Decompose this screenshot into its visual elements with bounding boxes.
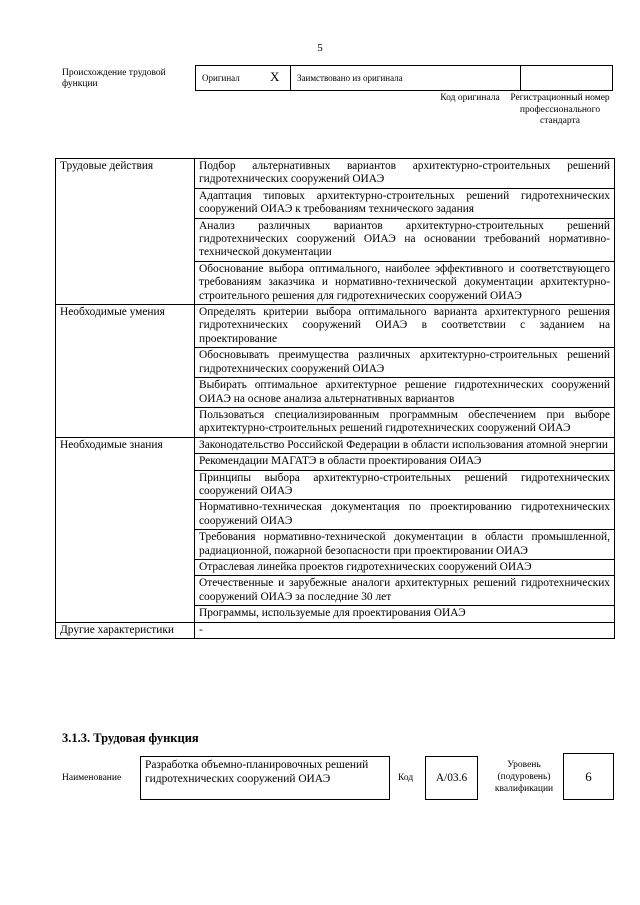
other-header: Другие характеристики — [56, 622, 195, 638]
original-code-label: Код оригинала — [440, 93, 500, 103]
origin-borrowed-text: Заимствовано из оригинала — [297, 73, 403, 83]
knowledge-item: Принципы выбора архитектурно-строительных решений гидротехнических сооружений ОИАЭ — [195, 470, 615, 500]
knowledge-item: Отечественные и зарубежные аналоги архитектурных решений гидротехнических сооружений ОИАЭ за последние 30 лет — [195, 576, 615, 606]
knowledge-item: Отраслевая линейка проектов гидротехнических сооружений ОИАЭ — [195, 559, 615, 575]
function-code-label: Код — [398, 773, 414, 783]
qualification-level-value: 6 — [563, 753, 614, 800]
qualification-level-label: Уровень (подуровень) квалификации — [494, 760, 554, 794]
registration-number-label: Регистрационный номер профессионального стандарта — [510, 93, 610, 126]
knowledge-item: Законодательство Российской Федерации в области использования атомной энергии — [195, 437, 615, 453]
skill-item: Выбирать оптимальное архитектурное решение гидротехнических сооружений ОИАЭ на основе анализа альтернативных вариантов — [195, 378, 615, 408]
function-name-label: Наименование — [62, 773, 122, 783]
knowledge-item: Программы, используемые для проектирования ОИАЭ — [195, 606, 615, 622]
origin-label: Происхождение трудовой функции — [62, 68, 166, 89]
section-title: 3.1.3. Трудовая функция — [62, 731, 199, 745]
origin-empty-cell — [521, 66, 614, 90]
table-row — [56, 437, 615, 453]
other-value: - — [195, 622, 615, 638]
origin-original-mark: X — [270, 69, 280, 84]
knowledge-item: Нормативно-техническая документация по проектированию гидротехнических сооружений ОИАЭ — [195, 500, 615, 530]
table-row — [56, 622, 615, 638]
action-item: Анализ различных вариантов архитектурно-строительных решений гидротехнических сооружений ОИАЭ на основании требований нормативно-технической документации — [195, 218, 615, 261]
origin-borrowed-cell — [291, 66, 521, 90]
table-row — [56, 159, 615, 189]
skill-item: Пользоваться специализированным программным обеспечением при выборе архитектурно-строительных решений гидротехнических сооружений ОИАЭ — [195, 407, 615, 437]
skill-item: Определять критерии выбора оптимального варианта архитектурного решения гидротехнических сооружений ОИАЭ в соответствии с заданием на проектирование — [195, 305, 615, 348]
actions-header: Трудовые действия — [56, 159, 195, 305]
origin-original-text: Оригинал — [202, 73, 240, 83]
skills-header: Необходимые умения — [56, 305, 195, 438]
knowledge-item: Требования нормативно-технической документации в области промышленной, радиационной, пожарной безопасности при проектировании ОИАЭ — [195, 530, 615, 560]
page-number: 5 — [317, 42, 323, 54]
function-code-value: А/03.6 — [425, 756, 478, 800]
action-item: Подбор альтернативных вариантов архитектурно-строительных решений гидротехнических сооружений ОИАЭ — [195, 159, 615, 189]
knowledge-header: Необходимые знания — [56, 437, 195, 622]
action-item: Адаптация типовых архитектурно-строительных решений гидротехнических сооружений ОИАЭ к требованиям технического задания — [195, 188, 615, 218]
origin-original-cell — [196, 66, 291, 90]
action-item: Обоснование выбора оптимального, наиболее эффективного и соответствующего требованиям заказчика и нормативно-технической документации архитектурно-строительного решения для гидротехнических сооружений ОИАЭ — [195, 261, 615, 304]
table-row — [56, 305, 615, 348]
function-name-value: Разработка объемно-планировочных решений гидротехнических сооружений ОИАЭ — [140, 756, 390, 800]
skill-item: Обосновывать преимущества различных архитектурно-строительных решений гидротехнических сооружений ОИАЭ — [195, 348, 615, 378]
origin-box — [195, 65, 613, 91]
competency-table — [55, 158, 615, 639]
knowledge-item: Рекомендации МАГАТЭ в области проектирования ОИАЭ — [195, 454, 615, 470]
